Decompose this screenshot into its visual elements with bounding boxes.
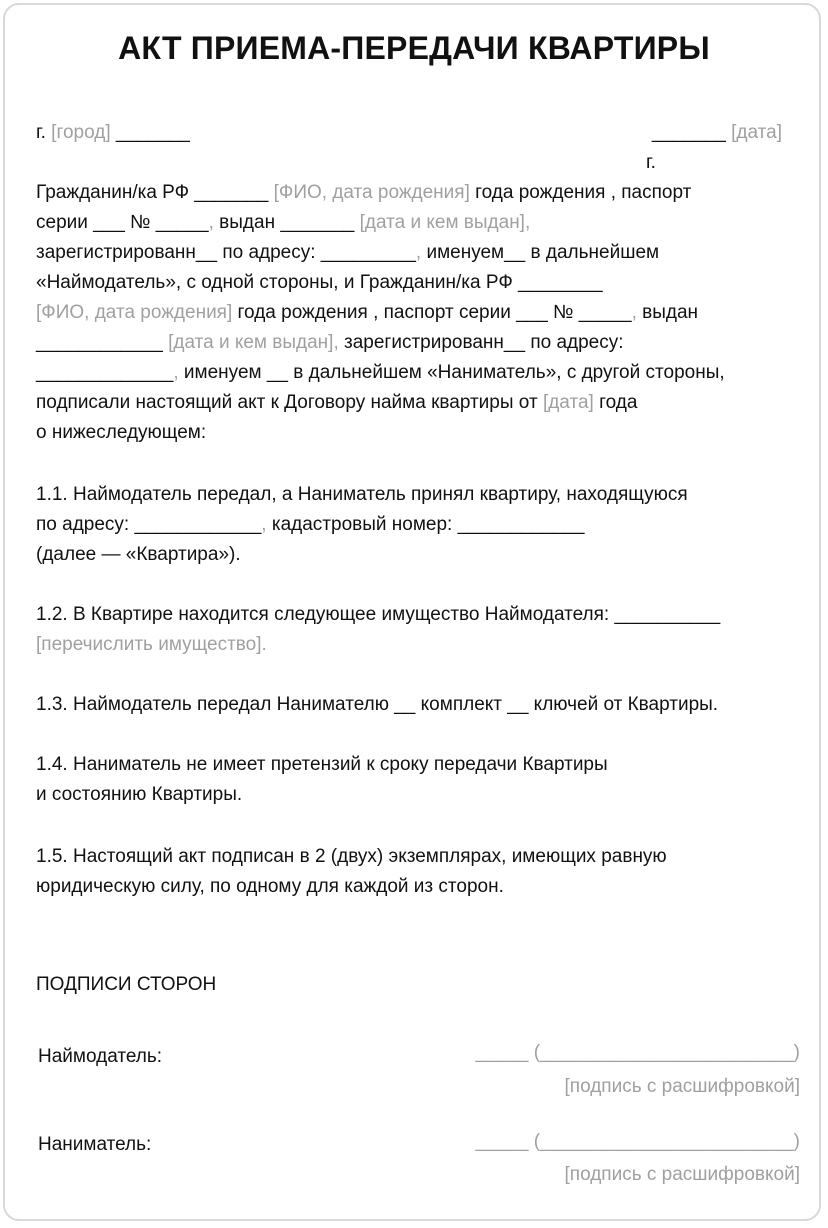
placeholder-text: , bbox=[261, 514, 267, 535]
placeholder-text: [дата и кем выдан], bbox=[168, 332, 339, 353]
placeholder-text: [дата и кем выдан], bbox=[359, 212, 531, 233]
body-text: 1.2. В Квартире находится следующее имущество Наймодателя: __________ bbox=[36, 604, 721, 625]
placeholder-text: [дата] bbox=[542, 392, 594, 413]
clause-2-line bbox=[36, 600, 720, 630]
body-text: зарегистрированн__ по адресу: bbox=[338, 332, 624, 353]
placeholder-text: , bbox=[415, 242, 422, 263]
body-text: 1.4. Наниматель не имеет претензий к сроку передачи Квартиры bbox=[36, 754, 608, 775]
body-text: года bbox=[593, 392, 638, 413]
placeholder-text: [ФИО, дата рождения] bbox=[273, 182, 470, 203]
city-line bbox=[36, 118, 190, 148]
clause-2-line bbox=[36, 630, 267, 660]
body-text: года рождения , паспорт bbox=[469, 182, 692, 203]
intro-line bbox=[36, 418, 206, 448]
placeholder-text: [ФИО, дата рождения] bbox=[36, 302, 233, 323]
date-line bbox=[652, 118, 782, 148]
body-text: (далее — «Квартира»). bbox=[36, 544, 241, 565]
intro-line bbox=[36, 298, 698, 328]
date-placeholder: [дата] bbox=[731, 122, 782, 143]
clause-4-line bbox=[36, 780, 242, 810]
city-prefix: г. bbox=[36, 122, 52, 143]
signatures-heading: ПОДПИСИ СТОРОН bbox=[36, 974, 217, 995]
city-placeholder: [город] bbox=[51, 122, 111, 143]
intro-line bbox=[36, 238, 659, 268]
clause-5-line bbox=[36, 872, 504, 902]
body-text: выдан _______ bbox=[213, 212, 360, 233]
placeholder-text: , bbox=[631, 302, 637, 323]
landlord-label: Наймодатель: bbox=[38, 1046, 163, 1067]
body-text: Гражданин/ка РФ _______ bbox=[36, 182, 274, 203]
tenant-signature-line[interactable]: _____ (________________________) bbox=[475, 1131, 800, 1152]
clause-1-line bbox=[36, 480, 688, 510]
date-blank: _______ bbox=[651, 122, 732, 143]
intro-line bbox=[36, 388, 637, 418]
intro-line bbox=[36, 268, 603, 298]
landlord-signature-line[interactable]: _____ (________________________) bbox=[475, 1042, 800, 1063]
clause-1-line bbox=[36, 510, 584, 540]
placeholder-text: [перечислить имущество]. bbox=[36, 634, 267, 655]
date-suffix: г. bbox=[646, 152, 656, 173]
city-blank: _______ bbox=[110, 122, 190, 143]
body-text: и состоянию Квартиры. bbox=[36, 784, 243, 805]
body-text: 1.1. Наймодатель передал, а Наниматель принял квартиру, находящуюся bbox=[36, 484, 688, 505]
body-text: подписали настоящий акт к Договору найма квартиры от bbox=[36, 392, 543, 413]
body-text: года рождения , паспорт серии ___ № _____ bbox=[232, 302, 632, 323]
body-text: 1.5. Настоящий акт подписан в 2 (двух) экземплярах, имеющих равную bbox=[36, 846, 667, 867]
clause-1-line bbox=[36, 540, 241, 570]
body-text: кадастровый номер: ____________ bbox=[266, 514, 585, 535]
body-text: юридическую силу, по одному для каждой из сторон. bbox=[36, 876, 504, 897]
tenant-signature-hint: [подпись с расшифровкой] bbox=[564, 1164, 800, 1185]
body-text: 1.3. Наймодатель передал Нанимателю __ комплект __ ключей от Квартиры. bbox=[36, 694, 719, 715]
body-text: о нижеследующем: bbox=[36, 422, 207, 443]
body-text: именуем __ в дальнейшем «Наниматель», с другой стороны, bbox=[178, 362, 725, 383]
placeholder-text: , bbox=[173, 362, 179, 383]
body-text: выдан bbox=[636, 302, 699, 323]
document-title: АКТ ПРИЕМА-ПЕРЕДАЧИ КВАРТИРЫ bbox=[118, 30, 710, 66]
clause-3-line bbox=[36, 690, 718, 720]
body-text: _____________ bbox=[36, 362, 174, 383]
intro-line bbox=[36, 328, 624, 358]
body-text: серии ___ № _____ bbox=[36, 212, 209, 233]
body-text: именуем__ в дальнейшем bbox=[421, 242, 660, 263]
clause-5-line bbox=[36, 842, 667, 872]
body-text: зарегистрированн__ по адресу: _________ bbox=[36, 242, 416, 263]
landlord-signature-hint: [подпись с расшифровкой] bbox=[564, 1076, 800, 1097]
tenant-label: Наниматель: bbox=[38, 1134, 152, 1155]
placeholder-text: , bbox=[208, 212, 214, 233]
clause-4-line bbox=[36, 750, 608, 780]
body-text: ____________ bbox=[36, 332, 169, 353]
intro-line bbox=[36, 208, 530, 238]
intro-line bbox=[36, 178, 691, 208]
body-text: по адресу: ____________ bbox=[36, 514, 262, 535]
body-text: «Наймодатель», с одной стороны, и Гражданин/ка РФ ________ bbox=[36, 272, 603, 293]
intro-line bbox=[36, 358, 725, 388]
